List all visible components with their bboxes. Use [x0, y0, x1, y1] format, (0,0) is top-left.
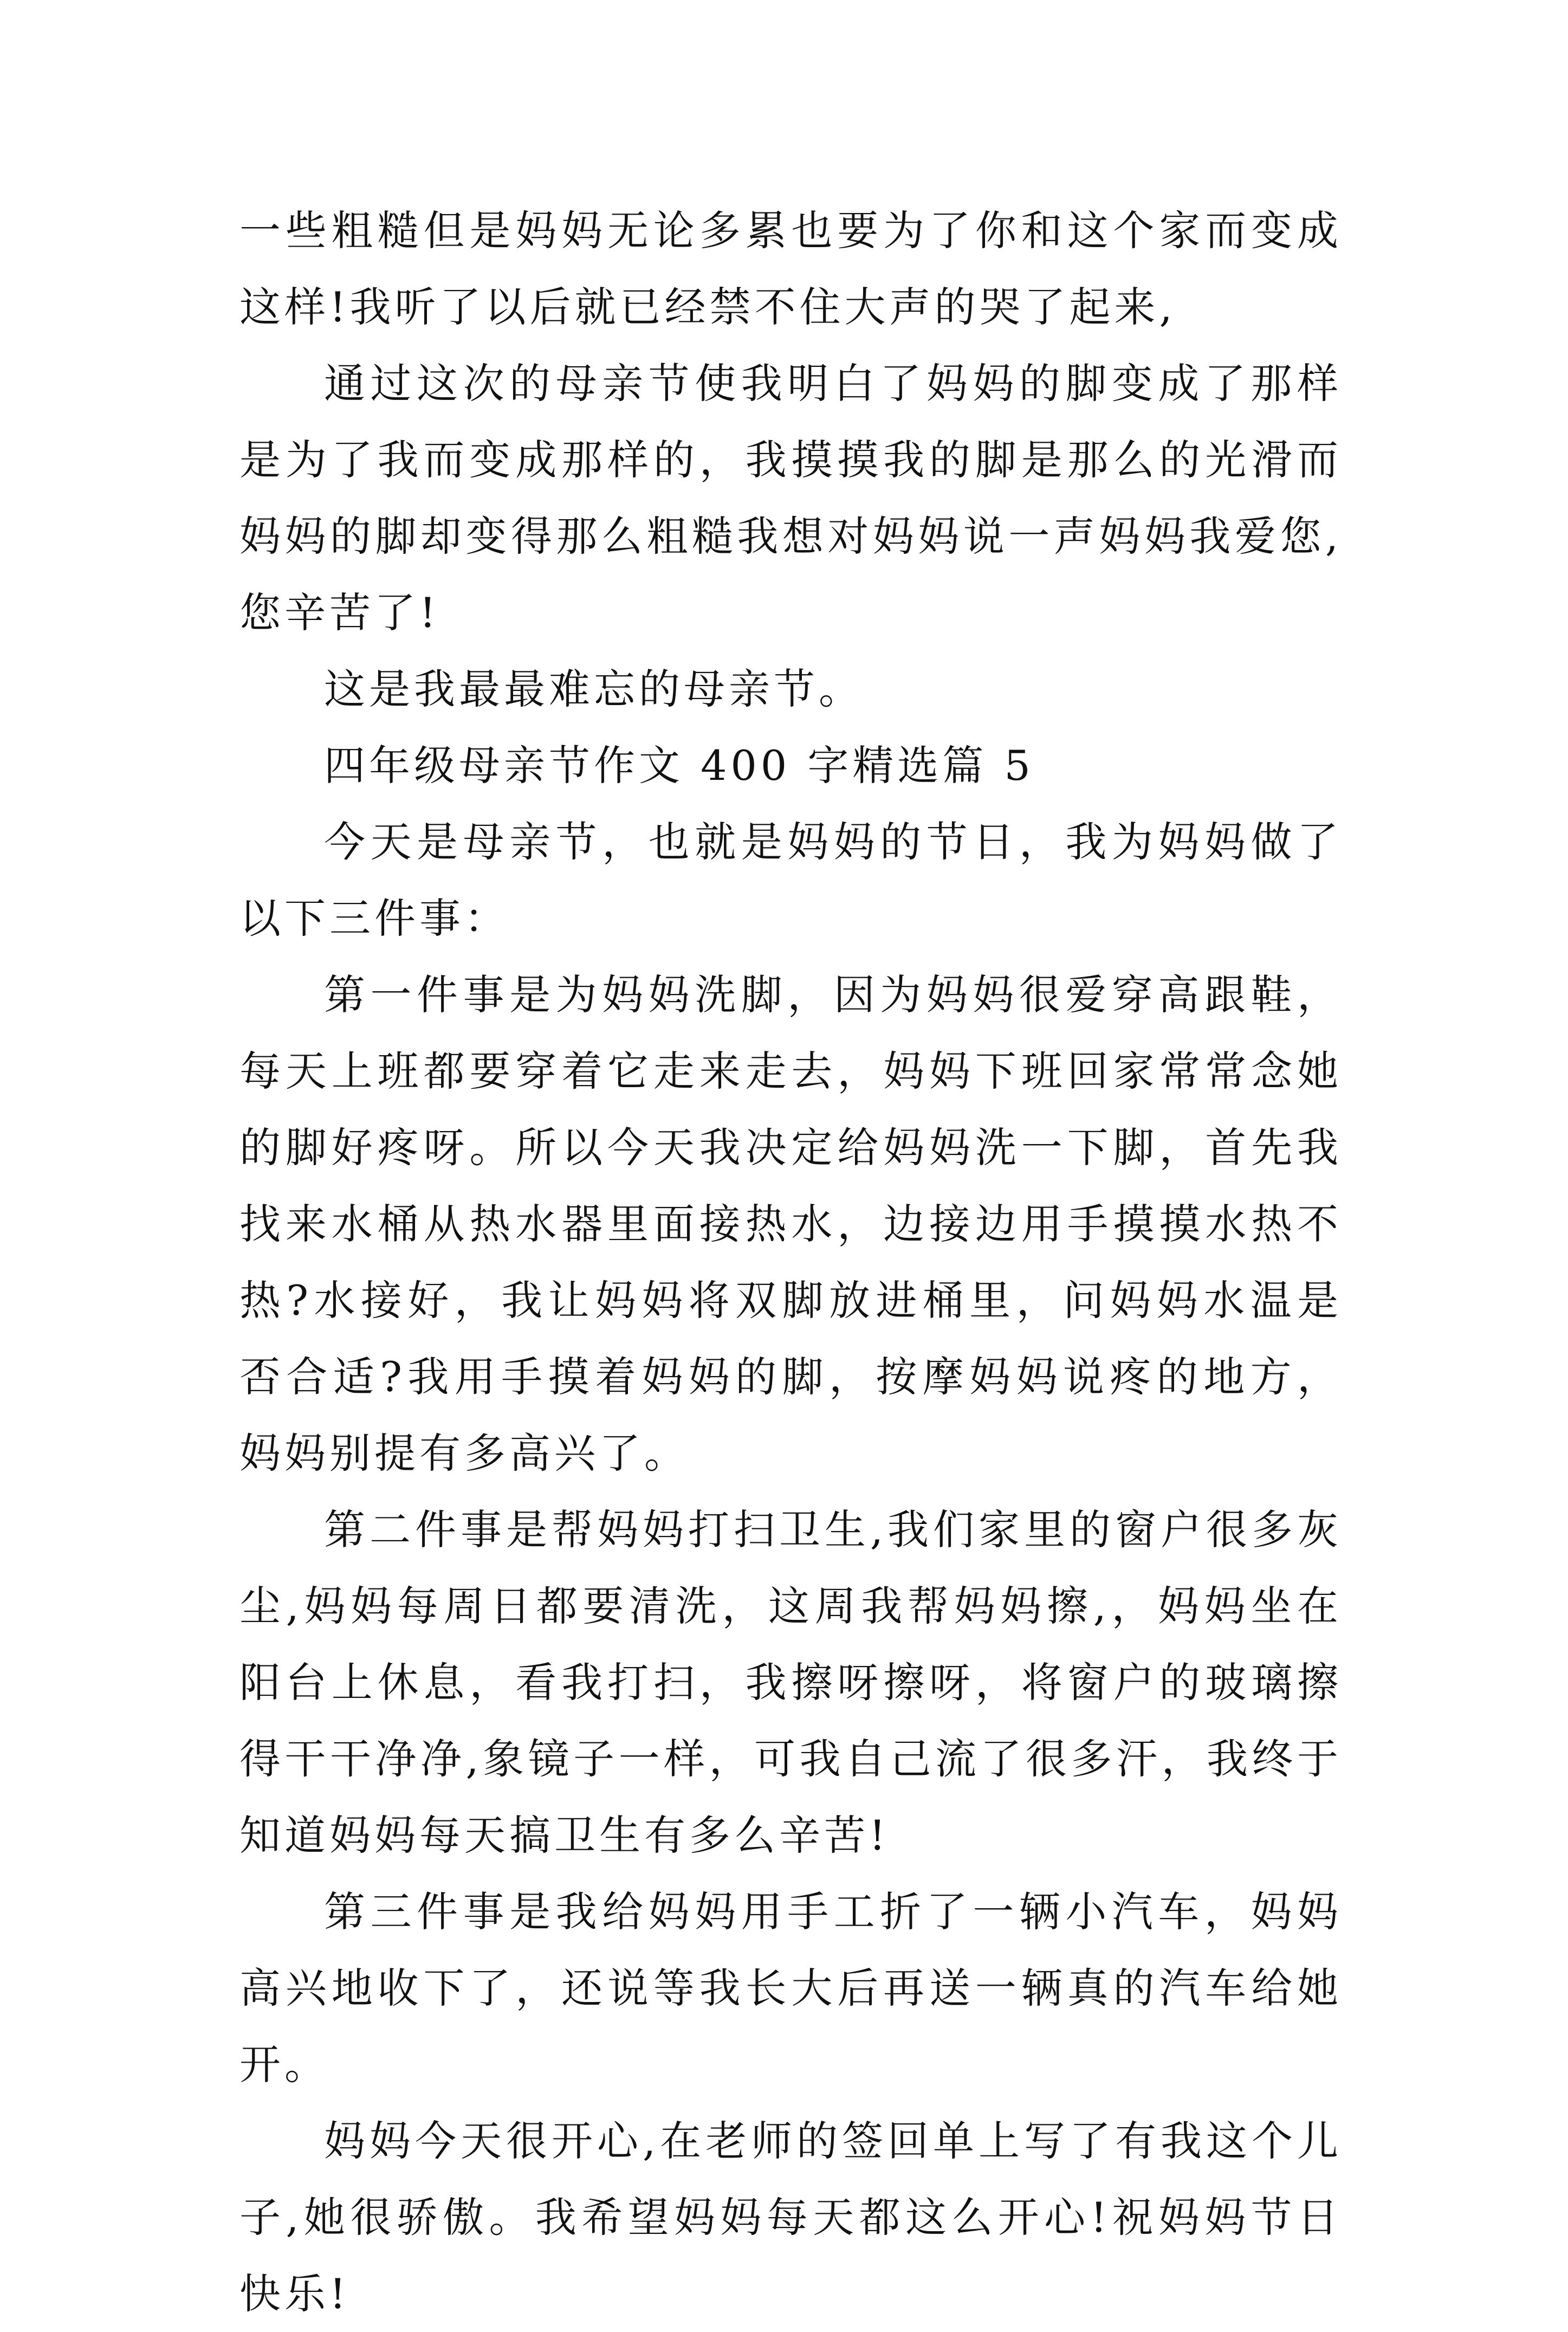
- paragraph: 今天是母亲节，也就是妈妈的节日，我为妈妈做了以下三件事：: [239, 818, 1342, 942]
- paragraph: 妈妈今天很开心,在老师的签回单上写了有我这个儿子,她很骄傲。我希望妈妈每天都这么开心!祝妈妈节日快乐!: [239, 2117, 1342, 2318]
- paragraph: 第一件事是为妈妈洗脚，因为妈妈很爱穿高跟鞋，每天上班都要穿着它走来走去，妈妈下班回家常常念她的脚好疼呀。所以今天我决定给妈妈洗一下脚，首先我找来水桶从热水器里面接热水，边接边用手摸摸水热不热?水接好，我让妈妈将双脚放进桶里，问妈妈水温是否合适?我用手摸着妈妈的脚，按摩妈妈说疼的地方，妈妈别提有多高兴了。: [239, 971, 1342, 1477]
- paragraph: 这是我最最难忘的母亲节。: [324, 665, 864, 713]
- paragraph: 第二件事是帮妈妈打扫卫生,我们家里的窗户很多灰尘,妈妈每周日都要清洗，这周我帮妈妈擦,，妈妈坐在阳台上休息，看我打扫，我擦呀擦呀，将窗户的玻璃擦得干干净净,象镜子一样，可我自己流了很多汗，我终于知道妈妈每天搞卫生有多么辛苦!: [239, 1506, 1342, 1859]
- paragraph: 第三件事是我给妈妈用手工折了一辆小汽车，妈妈高兴地收下了，还说等我长大后再送一辆真的汽车给她开。: [239, 1888, 1342, 2089]
- paragraph-continuation: 一些粗糙但是妈妈无论多累也要为了你和这个家而变成这样!我听了以后就已经禁不住大声的哭了起来,: [239, 206, 1342, 331]
- article-body: [239, 192, 1342, 2332]
- section-heading: 四年级母亲节作文 400 字精选篇 5: [324, 741, 1034, 790]
- paragraph: 通过这次的母亲节使我明白了妈妈的脚变成了那样是为了我而变成那样的，我摸摸我的脚是那么的光滑而妈妈的脚却变得那么粗糙我想对妈妈说一声妈妈我爱您,您辛苦了!: [239, 359, 1342, 637]
